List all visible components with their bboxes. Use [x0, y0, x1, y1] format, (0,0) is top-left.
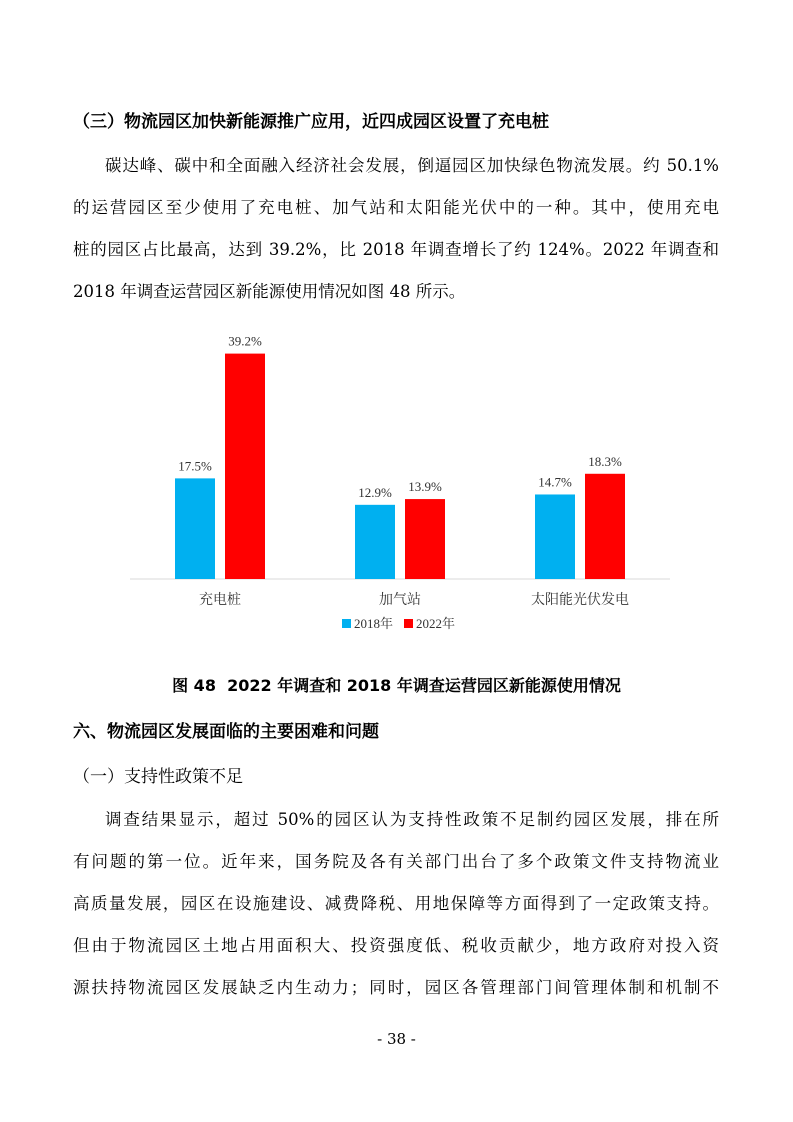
bars-group: [130, 334, 670, 608]
paragraph-2-line-3: 高质量发展，园区在设施建设、减费降税、用地保障等方面得到了一定政策支持。: [73, 894, 719, 913]
paragraph-2-line-4: 但由于物流园区土地占用面积大、投资强度低、税收贡献少，地方政府对投入资: [73, 936, 719, 955]
legend-label: 2018年: [354, 616, 394, 631]
data-label: 14.7%: [538, 474, 572, 490]
paragraph-1-line-2: 的运营园区至少使用了充电桩、加气站和太阳能光伏中的一种。其中，使用充电: [73, 198, 719, 217]
paragraph-2-line-2: 有问题的第一位。近年来，国务院及各有关部门出台了多个政策文件支持物流业: [73, 852, 719, 871]
new-energy-bar-chart: [120, 330, 680, 650]
paragraph-2-line-5: 源扶持物流园区发展缺乏内生动力；同时，园区各管理部门间管理体制和机制不: [73, 978, 719, 997]
data-label: 13.9%: [408, 479, 442, 495]
data-label: 17.5%: [178, 458, 212, 474]
paragraph-1-line-4: 2018 年调查运营园区新能源使用情况如图 48 所示。: [73, 282, 466, 301]
section-3-heading: （三）物流园区加快新能源推广应用，近四成园区设置了充电桩: [73, 112, 549, 132]
bar-2018年-充电桩: [175, 478, 215, 579]
legend-swatch: [404, 619, 413, 628]
paragraph-2-line-1: 调查结果显示，超过 50%的园区认为支持性政策不足制约园区发展，排在所: [105, 810, 719, 829]
paragraph-1-line-1: 碳达峰、碳中和全面融入经济社会发展，倒逼园区加快绿色物流发展。约 50.1%: [105, 156, 719, 175]
bar-2018年-太阳能光伏发电: [535, 494, 575, 579]
category-label: 太阳能光伏发电: [531, 592, 629, 608]
category-label: 充电桩: [199, 592, 241, 608]
section-6-heading: 六、物流园区发展面临的主要困难和问题: [73, 722, 379, 742]
paragraph-1-line-3: 桩的园区占比最高，达到 39.2%，比 2018 年调查增长了约 124%。2022 年调查和: [73, 240, 719, 259]
page-number: - 38 -: [377, 1030, 416, 1048]
category-label: 加气站: [379, 592, 421, 608]
legend-label: 2022年: [416, 616, 456, 631]
legend-swatch: [342, 619, 351, 628]
data-label: 39.2%: [228, 333, 262, 349]
chart-legend: [342, 616, 455, 631]
figure-caption: 图 48 2022 年调查和 2018 年调查运营园区新能源使用情况: [172, 676, 621, 695]
bar-2022年-充电桩: [225, 354, 265, 579]
section-6-1-heading: （一）支持性政策不足: [73, 767, 243, 787]
bar-2018年-加气站: [355, 505, 395, 579]
bar-2022年-太阳能光伏发电: [585, 474, 625, 579]
data-label: 18.3%: [588, 453, 622, 469]
bar-2022年-加气站: [405, 499, 445, 579]
data-label: 12.9%: [358, 484, 392, 500]
